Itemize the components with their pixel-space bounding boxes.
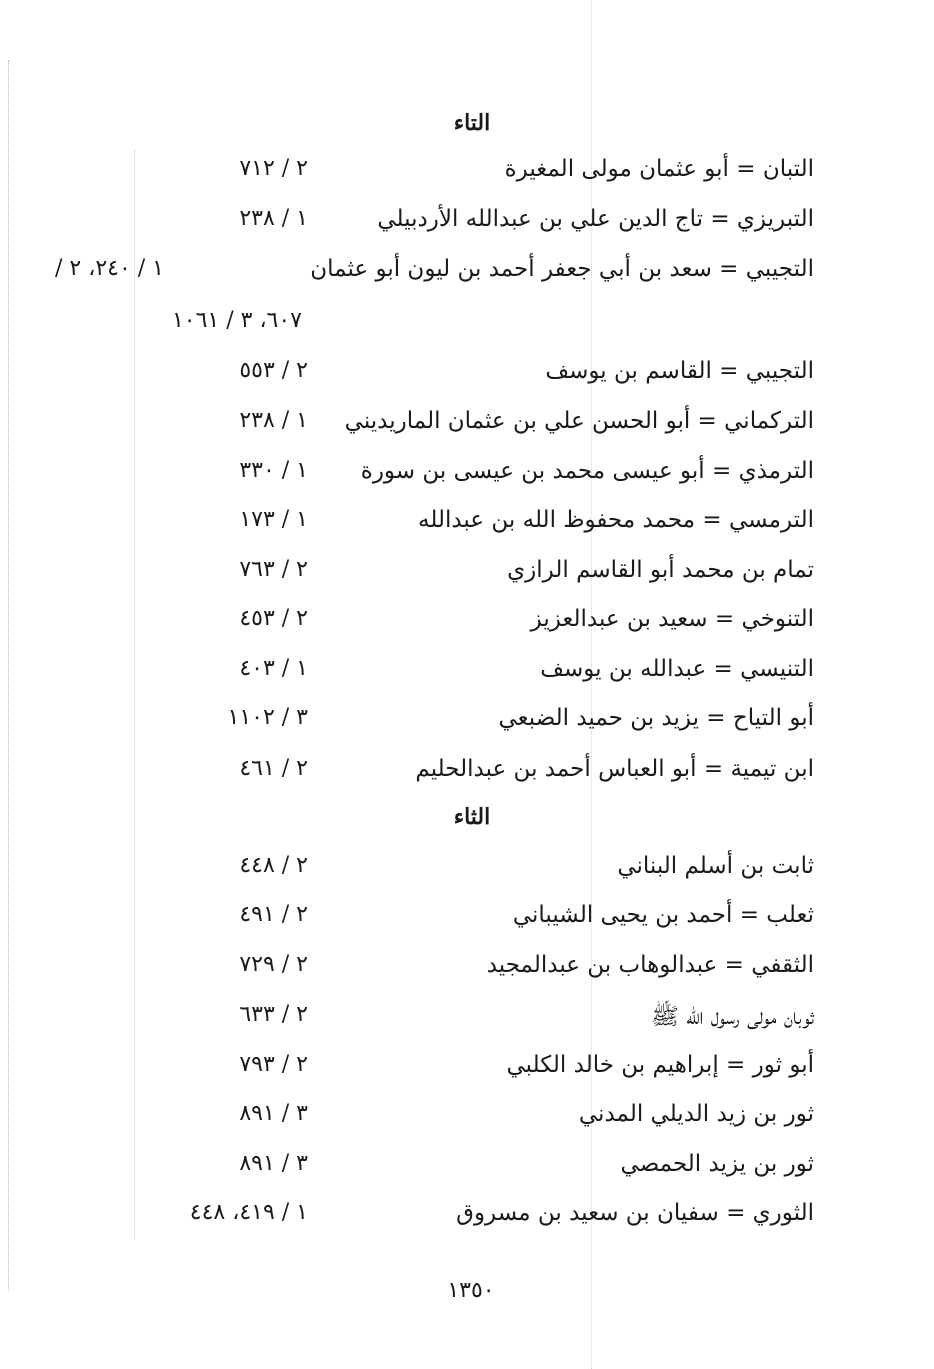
entry-ref: ٢ / ٤٦١ (239, 756, 308, 781)
entry-name: التجيبي = القاسم بن يوسف (545, 358, 814, 384)
index-entry (0, 705, 934, 745)
entry-ref: ١ / ٢٣٨ (239, 408, 308, 433)
index-entry (0, 1101, 934, 1141)
index-entry (0, 458, 934, 498)
index-entry (0, 952, 934, 992)
index-entry (0, 606, 934, 646)
index-entry (0, 408, 934, 448)
index-entry (0, 1151, 934, 1191)
entry-ref: ١ / ٤١٩، ٤٤٨ (189, 1200, 308, 1225)
index-entry (0, 902, 934, 942)
entry-ref: ٢ / ٤٩١ (239, 902, 308, 927)
entry-ref: ٣ / ٨٩١ (239, 1151, 308, 1176)
entry-name: تمام بن محمد أبو القاسم الرازي (507, 557, 814, 583)
index-entry (0, 1200, 934, 1240)
section-heading-ta: التاء (453, 110, 491, 136)
entry-ref: ٢ / ٧٩٣ (239, 1052, 308, 1077)
page-number: ١٣٥٠ (447, 1278, 495, 1303)
entry-name: ثوبان مولى رسول الله ﷺ (651, 1004, 814, 1030)
entry-ref: ٣ / ٨٩١ (239, 1101, 308, 1126)
entry-ref: ٢ / ٤٥٣ (239, 606, 308, 631)
entry-ref: ٣ / ١١٠٢ (227, 705, 308, 730)
index-entry (0, 656, 934, 696)
entry-name: التجيبي = سعد بن أبي جعفر أحمد بن ليون أبو عثمان (310, 256, 814, 282)
entry-name: الثقفي = عبدالوهاب بن عبدالمجيد (486, 952, 814, 978)
entry-name: التنوخي = سعيد بن عبدالعزيز (530, 606, 814, 632)
entry-ref: ١ / ٢٤٠، ٢ / (54, 256, 164, 281)
entry-name: الترمذي = أبو عيسى محمد بن عيسى بن سورة (360, 458, 814, 484)
entry-name: الثوري = سفيان بن سعيد بن مسروق (456, 1200, 814, 1226)
entry-name: ثابت بن أسلم البناني (617, 853, 814, 879)
entry-ref: ٢ / ٥٥٣ (239, 358, 308, 383)
entry-ref-continuation: ٦٠٧، ٣ / ١٠٦١ (171, 308, 302, 333)
entry-name: أبو ثور = إبراهيم بن خالد الكلبي (506, 1052, 814, 1078)
entry-ref: ٢ / ٧٢٩ (239, 952, 308, 977)
entry-ref: ١ / ٣٣٠ (239, 458, 308, 483)
entry-name: التبريزي = تاج الدين علي بن عبدالله الأردبيلي (377, 206, 814, 232)
index-entry (0, 256, 934, 296)
entry-name: أبو التياح = يزيد بن حميد الضبعي (498, 705, 814, 731)
entry-ref: ٢ / ٤٤٨ (239, 853, 308, 878)
index-entry (0, 156, 934, 196)
index-entry (0, 206, 934, 246)
index-entry (0, 1002, 934, 1042)
index-entry (0, 756, 934, 796)
entry-ref: ٢ / ٧٦٣ (239, 557, 308, 582)
entry-name: الترمسي = محمد محفوظ الله بن عبدالله (418, 507, 814, 533)
entry-name: التبان = أبو عثمان مولى المغيرة (504, 156, 814, 182)
entry-name: ثور بن زيد الديلي المدني (578, 1101, 814, 1127)
index-entry (0, 358, 934, 398)
index-entry (0, 557, 934, 597)
entry-name: ابن تيمية = أبو العباس أحمد بن عبدالحليم (415, 756, 814, 782)
entry-ref: ١ / ٤٠٣ (239, 656, 308, 681)
section-heading-tha: الثاء (453, 804, 491, 830)
entry-name: ثور بن يزيد الحمصي (620, 1151, 814, 1177)
entry-ref: ٢ / ٦٣٣ (239, 1002, 308, 1027)
entry-name: ثعلب = أحمد بن يحيى الشيباني (512, 902, 814, 928)
index-entry (0, 507, 934, 547)
entry-ref: ١ / ٢٣٨ (239, 206, 308, 231)
index-entry-continuation (0, 308, 934, 348)
index-entry (0, 1052, 934, 1092)
entry-name: التركماني = أبو الحسن علي بن عثمان الماريديني (344, 408, 814, 434)
entry-ref: ٢ / ٧١٢ (239, 156, 308, 181)
entry-name: التنيسي = عبدالله بن يوسف (540, 656, 814, 682)
index-entry (0, 853, 934, 893)
entry-ref: ١ / ١٧٣ (239, 507, 308, 532)
